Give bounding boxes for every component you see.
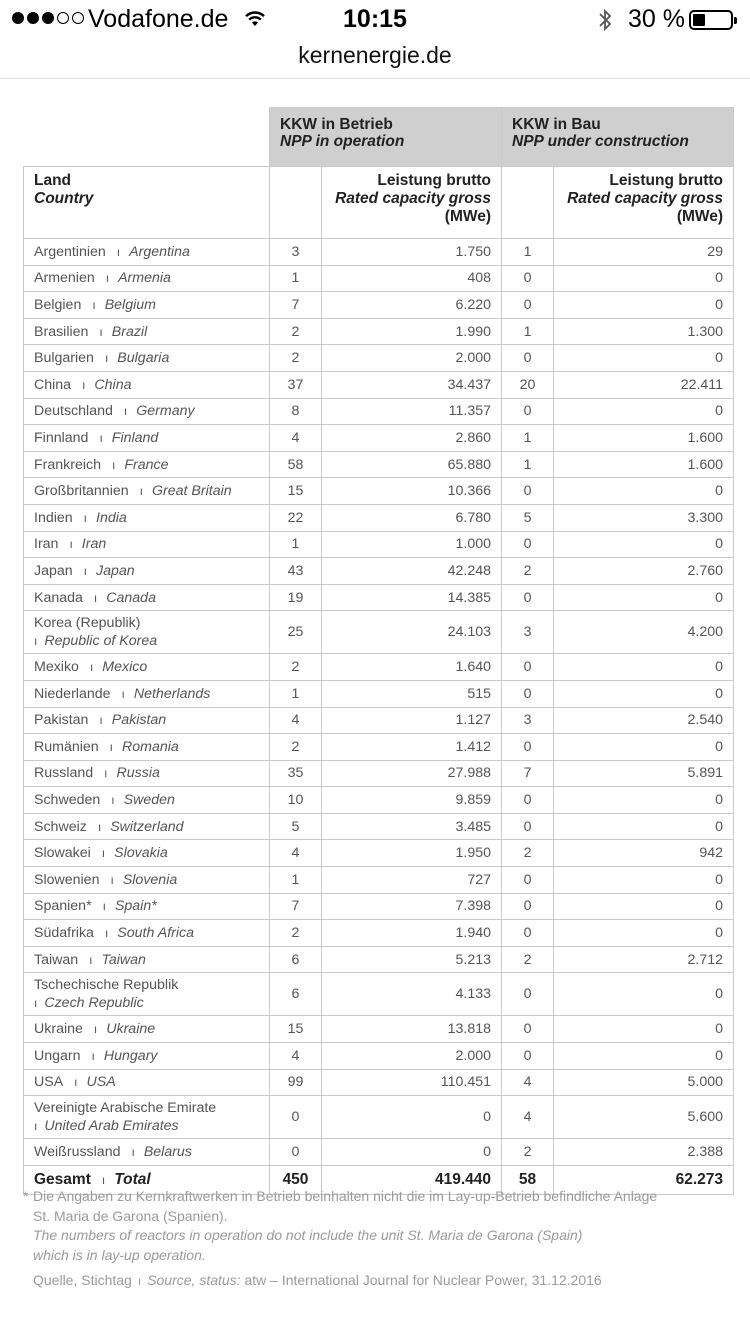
op-capacity: 11.357 xyxy=(322,398,502,425)
country-name: Großbritannien ı Great Britain xyxy=(24,478,270,505)
op-capacity: 2.860 xyxy=(322,425,502,452)
country-name: Mexiko ı Mexico xyxy=(24,654,270,681)
construction-capacity: 0 xyxy=(554,813,734,840)
total-op-count: 450 xyxy=(270,1165,322,1194)
group-header-construction: KKW in Bau NPP under construction xyxy=(502,108,734,167)
construction-capacity: 0 xyxy=(554,1016,734,1043)
table-row xyxy=(24,840,734,867)
construction-capacity: 1.600 xyxy=(554,451,734,478)
op-capacity: 13.818 xyxy=(322,1016,502,1043)
table-row xyxy=(24,265,734,292)
table-row xyxy=(24,504,734,531)
op-count: 4 xyxy=(270,425,322,452)
construction-capacity: 942 xyxy=(554,840,734,867)
construction-count: 7 xyxy=(502,760,554,787)
op-capacity: 3.485 xyxy=(322,813,502,840)
construction-capacity: 5.600 xyxy=(554,1096,734,1139)
construction-capacity: 0 xyxy=(554,531,734,558)
country-name: Rumänien ı Romania xyxy=(24,734,270,761)
op-count: 2 xyxy=(270,654,322,681)
country-name: Deutschland ı Germany xyxy=(24,398,270,425)
op-count: 10 xyxy=(270,787,322,814)
country-name: Tschechische Republik ı Czech Republic xyxy=(24,973,270,1016)
op-count: 2 xyxy=(270,318,322,345)
op-count: 2 xyxy=(270,920,322,947)
url-bar[interactable] xyxy=(0,40,750,79)
construction-capacity: 0 xyxy=(554,584,734,611)
construction-capacity: 5.000 xyxy=(554,1069,734,1096)
construction-count: 1 xyxy=(502,425,554,452)
construction-capacity: 0 xyxy=(554,478,734,505)
group-header-row xyxy=(24,108,734,167)
op-capacity: 7.398 xyxy=(322,893,502,920)
bluetooth-icon xyxy=(597,7,613,38)
country-name: Bulgarien ı Bulgaria xyxy=(24,345,270,372)
construction-capacity: 0 xyxy=(554,292,734,319)
construction-count: 0 xyxy=(502,787,554,814)
table-row xyxy=(24,973,734,1016)
construction-capacity: 1.600 xyxy=(554,425,734,452)
construction-count: 1 xyxy=(502,239,554,266)
country-name: Pakistan ı Pakistan xyxy=(24,707,270,734)
table-row xyxy=(24,558,734,585)
construction-capacity: 0 xyxy=(554,867,734,894)
op-capacity: 10.366 xyxy=(322,478,502,505)
country-name: Iran ı Iran xyxy=(24,531,270,558)
construction-capacity: 0 xyxy=(554,265,734,292)
construction-count: 5 xyxy=(502,504,554,531)
op-capacity: 1.000 xyxy=(322,531,502,558)
op-count: 8 xyxy=(270,398,322,425)
op-count: 1 xyxy=(270,531,322,558)
construction-count: 0 xyxy=(502,734,554,761)
op-capacity: 2.000 xyxy=(322,345,502,372)
country-name: Armenien ı Armenia xyxy=(24,265,270,292)
op-count: 6 xyxy=(270,946,322,973)
table-row xyxy=(24,760,734,787)
table-row xyxy=(24,531,734,558)
construction-count: 0 xyxy=(502,893,554,920)
construction-count: 2 xyxy=(502,840,554,867)
op-capacity: 14.385 xyxy=(322,584,502,611)
op-count: 4 xyxy=(270,1043,322,1070)
country-name: Slowakei ı Slovakia xyxy=(24,840,270,867)
construction-capacity: 2.760 xyxy=(554,558,734,585)
op-capacity: 6.780 xyxy=(322,504,502,531)
op-count: 43 xyxy=(270,558,322,585)
country-name: Korea (Republik) ı Republic of Korea xyxy=(24,611,270,654)
op-count: 3 xyxy=(270,239,322,266)
op-count: 1 xyxy=(270,680,322,707)
status-bar xyxy=(0,0,750,40)
table-row xyxy=(24,707,734,734)
construction-count: 1 xyxy=(502,318,554,345)
url-text: kernenergie.de xyxy=(298,42,452,68)
footnote-de: * Die Angaben zu Kernkraftwerken in Betrieb beinhalten nicht die im Lay-up-Betrieb befindliche Anlage xyxy=(23,1188,658,1204)
table-row xyxy=(24,371,734,398)
country-name: Slowenien ı Slovenia xyxy=(24,867,270,894)
country-name: China ı China xyxy=(24,371,270,398)
country-name: Vereinigte Arabische Emirate ı United Arab Emirates xyxy=(24,1096,270,1139)
table-row xyxy=(24,239,734,266)
table-row xyxy=(24,1069,734,1096)
construction-capacity: 0 xyxy=(554,787,734,814)
footnotes: * Die Angaben zu Kernkraftwerken in Betrieb beinhalten nicht die im Lay-up-Betrieb befindliche Anlage St. Maria de Garona (Spanien). The numbers of reactors in operation do not include the unit St. Maria de Garona (Spain) which is in lay-up operation. Quelle, Stichtag ı Source, status: atw – International Journal for Nuclear Power, 31.12.2016 xyxy=(23,1187,735,1292)
table-row xyxy=(24,1096,734,1139)
construction-count: 0 xyxy=(502,920,554,947)
op-count: 15 xyxy=(270,1016,322,1043)
op-count: 0 xyxy=(270,1096,322,1139)
country-name: USA ı USA xyxy=(24,1069,270,1096)
op-capacity: 65.880 xyxy=(322,451,502,478)
construction-count: 0 xyxy=(502,867,554,894)
country-name: Taiwan ı Taiwan xyxy=(24,946,270,973)
col-header-capacity-construction: Leistung brutto Rated capacity gross (MWe) xyxy=(554,167,734,239)
col-header-country: Land Country xyxy=(24,167,270,239)
table-row xyxy=(24,611,734,654)
table-row xyxy=(24,787,734,814)
country-name: Belgien ı Belgium xyxy=(24,292,270,319)
op-capacity: 9.859 xyxy=(322,787,502,814)
op-capacity: 727 xyxy=(322,867,502,894)
op-capacity: 27.988 xyxy=(322,760,502,787)
country-name: Kanada ı Canada xyxy=(24,584,270,611)
country-name: Ukraine ı Ukraine xyxy=(24,1016,270,1043)
country-name: Frankreich ı France xyxy=(24,451,270,478)
group-header-operation: KKW in Betrieb NPP in operation xyxy=(270,108,502,167)
construction-capacity: 5.891 xyxy=(554,760,734,787)
column-header-row xyxy=(24,167,734,239)
carrier-name: Vodafone.de xyxy=(88,5,229,33)
op-count: 5 xyxy=(270,813,322,840)
op-count: 58 xyxy=(270,451,322,478)
footnote-en: The numbers of reactors in operation do not include the unit St. Maria de Garona (Spain) xyxy=(33,1227,583,1243)
op-count: 1 xyxy=(270,265,322,292)
construction-count: 1 xyxy=(502,451,554,478)
op-count: 4 xyxy=(270,707,322,734)
table-row xyxy=(24,867,734,894)
construction-capacity: 0 xyxy=(554,1043,734,1070)
country-name: Niederlande ı Netherlands xyxy=(24,680,270,707)
battery-icon xyxy=(689,10,733,30)
op-capacity: 110.451 xyxy=(322,1069,502,1096)
construction-capacity: 2.388 xyxy=(554,1139,734,1166)
construction-capacity: 4.200 xyxy=(554,611,734,654)
op-capacity: 1.750 xyxy=(322,239,502,266)
construction-count: 3 xyxy=(502,611,554,654)
table-row xyxy=(24,946,734,973)
op-count: 2 xyxy=(270,345,322,372)
construction-count: 4 xyxy=(502,1096,554,1139)
op-capacity: 1.640 xyxy=(322,654,502,681)
construction-count: 0 xyxy=(502,973,554,1016)
construction-count: 2 xyxy=(502,946,554,973)
country-name: Ungarn ı Hungary xyxy=(24,1043,270,1070)
construction-capacity: 2.712 xyxy=(554,946,734,973)
table-row xyxy=(24,1016,734,1043)
construction-capacity: 0 xyxy=(554,680,734,707)
table-row xyxy=(24,451,734,478)
construction-capacity: 0 xyxy=(554,973,734,1016)
construction-capacity: 2.540 xyxy=(554,707,734,734)
total-label: Gesamt ı Total xyxy=(24,1165,270,1194)
op-capacity: 0 xyxy=(322,1139,502,1166)
op-capacity: 4.133 xyxy=(322,973,502,1016)
total-construction-count: 58 xyxy=(502,1165,554,1194)
construction-count: 0 xyxy=(502,345,554,372)
construction-count: 0 xyxy=(502,654,554,681)
construction-capacity: 1.300 xyxy=(554,318,734,345)
total-construction-capacity: 62.273 xyxy=(554,1165,734,1194)
construction-count: 3 xyxy=(502,707,554,734)
op-count: 7 xyxy=(270,893,322,920)
country-name: Schweiz ı Switzerland xyxy=(24,813,270,840)
country-name: Südafrika ı South Africa xyxy=(24,920,270,947)
npp-table xyxy=(23,107,733,1195)
table-row xyxy=(24,345,734,372)
construction-capacity: 0 xyxy=(554,654,734,681)
construction-count: 2 xyxy=(502,558,554,585)
table-row xyxy=(24,1139,734,1166)
table-row xyxy=(24,893,734,920)
construction-count: 4 xyxy=(502,1069,554,1096)
table-row xyxy=(24,584,734,611)
op-capacity: 515 xyxy=(322,680,502,707)
construction-count: 0 xyxy=(502,265,554,292)
construction-capacity: 0 xyxy=(554,734,734,761)
construction-capacity: 0 xyxy=(554,345,734,372)
country-name: Japan ı Japan xyxy=(24,558,270,585)
table-row xyxy=(24,318,734,345)
country-name: Indien ı India xyxy=(24,504,270,531)
table-row xyxy=(24,734,734,761)
table-row xyxy=(24,292,734,319)
construction-count: 20 xyxy=(502,371,554,398)
op-count: 35 xyxy=(270,760,322,787)
construction-count: 0 xyxy=(502,292,554,319)
country-name: Russland ı Russia xyxy=(24,760,270,787)
op-capacity: 34.437 xyxy=(322,371,502,398)
op-count: 99 xyxy=(270,1069,322,1096)
op-count: 25 xyxy=(270,611,322,654)
total-op-capacity: 419.440 xyxy=(322,1165,502,1194)
table-row xyxy=(24,425,734,452)
op-count: 6 xyxy=(270,973,322,1016)
country-name: Finnland ı Finland xyxy=(24,425,270,452)
table-row xyxy=(24,680,734,707)
construction-capacity: 3.300 xyxy=(554,504,734,531)
op-capacity: 5.213 xyxy=(322,946,502,973)
construction-count: 0 xyxy=(502,1016,554,1043)
table-row xyxy=(24,654,734,681)
construction-count: 0 xyxy=(502,531,554,558)
op-count: 15 xyxy=(270,478,322,505)
country-name: Argentinien ı Argentina xyxy=(24,239,270,266)
col-header-capacity-operation: Leistung brutto Rated capacity gross (MWe) xyxy=(322,167,502,239)
construction-count: 0 xyxy=(502,1043,554,1070)
op-count: 1 xyxy=(270,867,322,894)
op-count: 19 xyxy=(270,584,322,611)
op-capacity: 1.127 xyxy=(322,707,502,734)
construction-capacity: 0 xyxy=(554,920,734,947)
country-name: Weißrussland ı Belarus xyxy=(24,1139,270,1166)
op-capacity: 1.412 xyxy=(322,734,502,761)
op-capacity: 0 xyxy=(322,1096,502,1139)
op-capacity: 6.220 xyxy=(322,292,502,319)
construction-count: 2 xyxy=(502,1139,554,1166)
construction-capacity: 29 xyxy=(554,239,734,266)
op-capacity: 2.000 xyxy=(322,1043,502,1070)
country-name: Spanien* ı Spain* xyxy=(24,893,270,920)
table-row xyxy=(24,478,734,505)
op-count: 7 xyxy=(270,292,322,319)
op-capacity: 408 xyxy=(322,265,502,292)
country-name: Schweden ı Sweden xyxy=(24,787,270,814)
table-row xyxy=(24,920,734,947)
table-row xyxy=(24,813,734,840)
construction-count: 0 xyxy=(502,813,554,840)
clock: 10:15 xyxy=(343,5,407,33)
op-capacity: 1.940 xyxy=(322,920,502,947)
construction-count: 0 xyxy=(502,584,554,611)
op-capacity: 1.990 xyxy=(322,318,502,345)
construction-capacity: 0 xyxy=(554,398,734,425)
op-capacity: 1.950 xyxy=(322,840,502,867)
construction-count: 0 xyxy=(502,478,554,505)
construction-count: 0 xyxy=(502,680,554,707)
source-line: Quelle, Stichtag ı Source, status: atw – International Journal for Nuclear Power, 31.12.2016 xyxy=(33,1272,602,1288)
op-capacity: 24.103 xyxy=(322,611,502,654)
op-count: 0 xyxy=(270,1139,322,1166)
op-count: 4 xyxy=(270,840,322,867)
construction-count: 0 xyxy=(502,398,554,425)
battery-percentage: 30 % xyxy=(628,5,685,33)
op-count: 2 xyxy=(270,734,322,761)
table-row xyxy=(24,398,734,425)
construction-capacity: 0 xyxy=(554,893,734,920)
op-count: 37 xyxy=(270,371,322,398)
op-capacity: 42.248 xyxy=(322,558,502,585)
table-row xyxy=(24,1043,734,1070)
op-count: 22 xyxy=(270,504,322,531)
country-name: Brasilien ı Brazil xyxy=(24,318,270,345)
construction-capacity: 22.411 xyxy=(554,371,734,398)
